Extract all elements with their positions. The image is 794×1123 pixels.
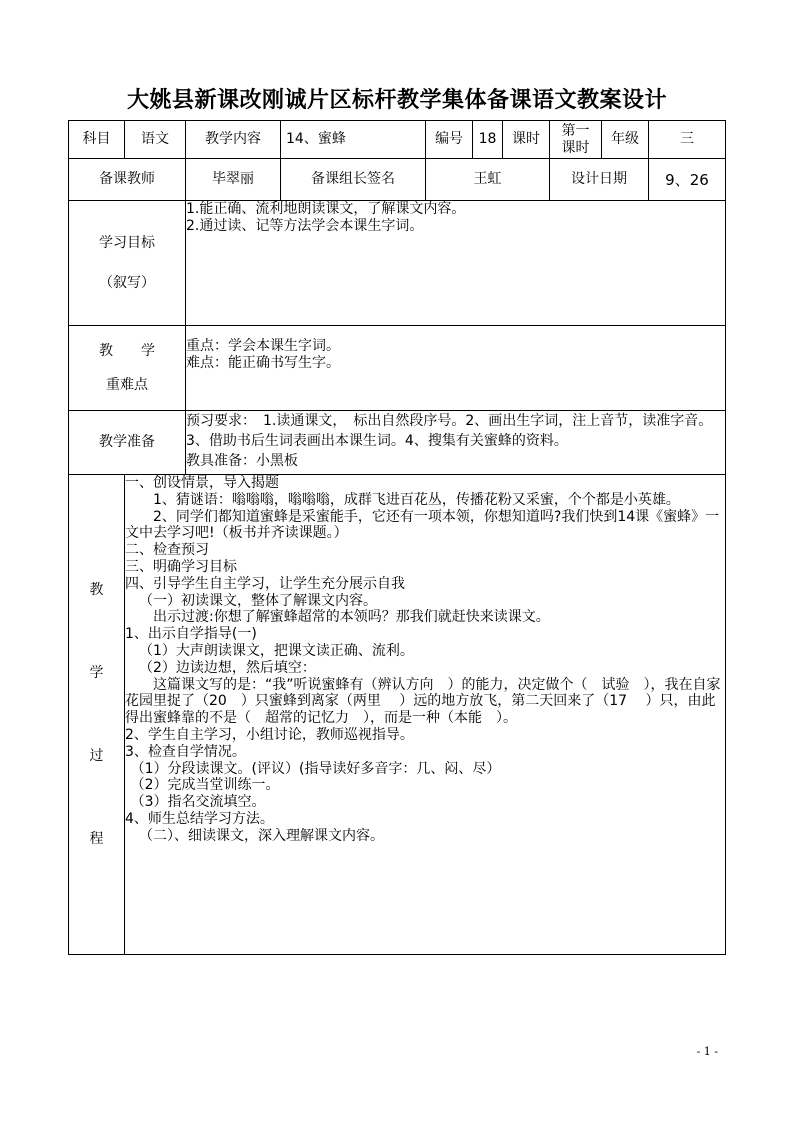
process-line: 1、出示自学指导(一) xyxy=(125,626,257,643)
process-line: （一）初读课文，整体了解课文内容。 xyxy=(139,592,377,609)
process-row xyxy=(69,475,726,955)
period-value xyxy=(550,121,602,159)
key-point: 重点：学会本课生字词。 xyxy=(186,338,340,354)
difficult-point: 难点：能正确书写生字。 xyxy=(186,354,340,371)
teacher-value: 毕翠丽 xyxy=(186,159,281,201)
process-label-char: 教 xyxy=(89,581,104,598)
subject-label: 科目 xyxy=(69,121,125,159)
process-line: 二、检查预习 xyxy=(125,542,209,559)
process-line: （2）边读边想，然后填空： xyxy=(139,659,316,676)
process-content xyxy=(125,475,726,955)
process-line: （3）指名交流填空。 xyxy=(130,794,266,811)
process-line: 三、明确学习目标 xyxy=(125,558,237,575)
number-label: 编号 xyxy=(426,121,473,159)
process-line: （1）分段读课文。(评议）(指导读好多音字：几、闷、尽） xyxy=(130,760,501,777)
grade-label: 年级 xyxy=(602,121,649,159)
process-line: （1）大声朗读课文，把课文读正确、流利。 xyxy=(139,642,414,659)
difficulties-row xyxy=(69,326,726,411)
leader-label: 备课组长签名 xyxy=(281,159,426,201)
process-label xyxy=(69,475,125,955)
preparation-preview: 预习要求： 1.读通课文， 标出自然段序号。2、画出生字词，注上音节，读准字音。3、借助书后生词表画出本课生词。4、搜集有关蜜蜂的资料。 xyxy=(186,413,713,449)
difficulties-content xyxy=(186,326,726,411)
date-label: 设计日期 xyxy=(550,159,649,201)
difficulties-label-line2: 重难点 xyxy=(106,377,148,393)
subject-value: 语文 xyxy=(125,121,186,159)
process-line: 3、检查自学情况。 xyxy=(125,743,246,760)
goals-row xyxy=(69,201,726,326)
process-line: 2、同学们都知道蜜蜂是采蜜能手，它还有一项本领，你想知道吗?我们快到14课《蜜蜂》一文中去学习吧!（板书并齐读课题。） xyxy=(125,508,720,542)
difficulties-label-line1: 教 学 xyxy=(99,343,155,359)
process-line: 1、猜谜语：嗡嗡嗡，嗡嗡嗡，成群飞进百花丛，传播花粉又采蜜，个个都是小英雄。 xyxy=(153,491,680,508)
process-label-char: 过 xyxy=(89,747,104,764)
page-number: - 1 - xyxy=(696,1045,718,1058)
difficulties-label xyxy=(69,326,186,411)
preparation-label: 教学准备 xyxy=(69,411,186,475)
process-line: 这篇课文写的是：“我”听说蜜蜂有（辨认方向 ）的能力，决定做个（ 试验 ），我在自家花园里捉了（20 ）只蜜蜂到离家（两里 ）远的地方放飞，第二天回来了（17 ）只，由此得出蜜蜂靠的不是（ 超常的记忆力 ），而是一种（本能 ）。 xyxy=(125,676,721,727)
content-label: 教学内容 xyxy=(186,121,281,159)
goal-item: 2.通过读、记等方法学会本课生字词。 xyxy=(186,217,424,234)
goals-content xyxy=(186,201,726,326)
preparation-content xyxy=(186,411,726,475)
teacher-row xyxy=(69,159,726,201)
process-line: 一、创设情景，导入揭题 xyxy=(125,475,279,491)
process-line: 4、师生总结学习方法。 xyxy=(125,810,274,827)
period-value-line2: 课时 xyxy=(561,139,590,156)
date-value: 9、26 xyxy=(649,159,726,201)
goals-label-line2: （叙写） xyxy=(99,275,155,291)
process-line: 出示过渡:你想了解蜜蜂超常的本领吗？那我们就赶快来读课文。 xyxy=(153,609,550,626)
content-value: 14、蜜蜂 xyxy=(281,121,426,159)
number-value: 18 xyxy=(473,121,503,159)
period-label: 课时 xyxy=(503,121,550,159)
preparation-tools: 教具准备：小黑板 xyxy=(186,453,298,469)
process-line: 四、引导学生自主学习，让学生充分展示自我 xyxy=(125,575,405,592)
process-line: （2）完成当堂训练一。 xyxy=(130,777,280,794)
process-line: （二）、细读课文，深入理解课文内容。 xyxy=(139,827,384,844)
document-title: 大姚县新课改刚诚片区标杆教学集体备课语文教案设计 xyxy=(126,88,667,113)
goal-item: 1.能正确、流利地朗读课文，了解课文内容。 xyxy=(186,201,466,217)
process-label-char: 程 xyxy=(89,830,104,847)
grade-value: 三 xyxy=(649,121,726,159)
leader-value: 王虹 xyxy=(426,159,550,201)
process-line: 2、学生自主学习，小组讨论，教师巡视指导。 xyxy=(125,726,414,743)
process-label-char: 学 xyxy=(89,664,104,681)
goals-label xyxy=(69,201,186,326)
header-row xyxy=(69,121,726,159)
lesson-plan-table xyxy=(68,120,726,955)
teacher-label: 备课教师 xyxy=(69,159,186,201)
preparation-row xyxy=(69,411,726,475)
period-value-line1: 第一 xyxy=(561,122,590,139)
goals-label-line1: 学习目标 xyxy=(99,235,155,251)
